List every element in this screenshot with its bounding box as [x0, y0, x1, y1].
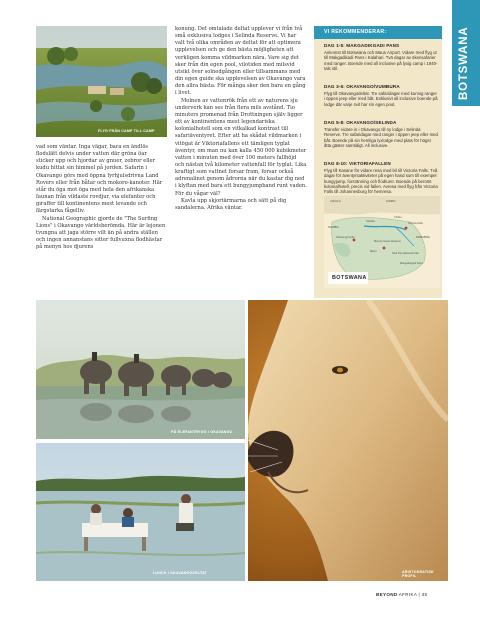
middle-paragraph-2: Molnen av vattenrök från ett av naturens sju underverk kan ses från flera mils avstånd. Tio minuters promenad från Drottningen själv ligger ett av kontinentens mest legendariska kolonialhotell som en vitkalkad kontrast till safariäventyret. Efter att ha skådat vildmarken i vitögat är Viktoriafallens ett tämligen tyglat äventyr, om man nu kan kalla 450 000 kubikmeter vatten i minuten med över 100 meters fallhöjd och nästan två kilometer vattenfall för tyglat. Lika kraftigt som vattnet forsar fram, forsar också adrenalinet genom ådrorna när du kastar dig ned i klyftan med bara ett bungyjumpband runt vaden. För du vågar väl? [175, 97, 307, 197]
photo-lion [248, 300, 448, 581]
botswana-map [324, 196, 440, 288]
footer-brand: AFRIKA [398, 592, 417, 597]
country-tab-label: BOTSWANA [458, 26, 470, 100]
itinerary-title-1: DAG 1-5: MAKGADIKGADI PANS [324, 43, 400, 48]
lion-illustration [248, 300, 448, 581]
left-paragraph-2: National Geographic gjorde de "The Surfing Lions" i Okavango världsberömda. Här är lejonen tvungna att jaga större vilt än på andra ställen och ingen annanstans sitter fullvuxna flodhästar på menyn hos djurens [36, 215, 166, 251]
left-text-column [36, 144, 166, 251]
map-label-selinda: Selinda [366, 220, 375, 223]
footer-separator: | [418, 592, 421, 597]
itinerary-title-4: DAG 8-10: VIKTORIAFALLEN [324, 161, 391, 166]
lunch-illustration [36, 443, 245, 581]
itinerary-body-1: Ankomst till Botswana och Maun Airport. Vidare med flyg ut till Makgadikadi Pans i Kalahari. Tvä dagar av ökensafarier med ranger. Boende med all inclusive på lyxig camp i 1940-tals stil. [324, 50, 438, 71]
map-label-zimbabwe: ZIMBABWE [416, 236, 430, 239]
itinerary-title-2: DAG 3-5: OKAVANGO/VUMBURA [324, 84, 400, 89]
itinerary-body-4: Flyg till Kasane för vidare resa med bil till Victoria Falls. Två dagar för äventyrsaktiviteter på egen hand som till exempel bungyjump, forsränning och flodturer. Boende på berömt kolonialhotell, precis vid fallen. Avresa med flyg från Victoria Falls till Johannesburg för hemresa. [324, 168, 438, 194]
recommendation-header [314, 26, 442, 39]
map-country-label: BOTSWANA [332, 275, 367, 281]
itinerary-body-3: Transfer vidare in i Okavango till ny lodge i Selinda Reserve. Tre safaridagar med ranger i öppen jeep eller med båt. Boende på sin hemliga lyxlodge med plats för högst åtta gäster samtidigt. All inclusive. [324, 127, 438, 148]
map-label-okavango-delta: Okavango Delta [336, 236, 355, 239]
photo-lunch-caption: LUNCH I OKAVANGODELTAT [153, 571, 207, 575]
photo-lunch [36, 443, 245, 581]
map-label-angola: ANGOLA [330, 200, 341, 203]
map-label-victoria-falls: Victoria Falls [408, 222, 423, 225]
itinerary-title-3: DAG 5-8: OKAVANGO/SELINDA [324, 120, 397, 125]
elephants-illustration [36, 300, 245, 439]
middle-paragraph-3: Kavla upp skjortärmarna och sätt på dig sandalerna. Afrika väntar. [175, 197, 287, 211]
recommendation-header-label: VI REKOMMENDERAR: [324, 29, 387, 35]
photo-elephants-caption: PÅ ELEFANTRYGG I OKAVANGO [171, 430, 233, 434]
map-label-moremi: Moremi Game Reserve [374, 240, 401, 243]
map-label-nxai-pan: Nxai Pan National Park [392, 252, 419, 255]
middle-text-column [175, 26, 307, 212]
map-label-maun: Maun [370, 250, 377, 253]
map-label-chobe: Chobe [394, 216, 402, 219]
middle-paragraph-1: konung. Det omtalade deltat upplever vi från två små exklusiva lodges i Selinda Reserve. Vi har valt två olika områden av deltat för att optimera upplevelsen och ge den bästa möjligheten att verkligen komma vildmarken nära. Vare sig det sker från din egen pool, vilotiden med milsvid utsikt över solnedgången eller tillsammans med din egen guide ska upplevelsen av Okavango vara den allra bästa. För många sker den bara en gång i livet. [175, 26, 306, 97]
left-paragraph-1: vad som väntar. Inga vägar, bara en ändlös flodslätt delvis under vatten där gröna öar sticker upp och hjordar av gnuer, zebror eller kudu hittat sin himmel på jorden. Safarin i Okavango görs med öppna fyrhjulsdrivna Land Rovers eller från båtar och mokoro-kanoter. Här står du öga mot öga med hela den afrikanska faunan från vildaste rovdjur, via elefanter och giraffer till kontinentens mest levande och färgstarka fågelliv. [36, 144, 163, 215]
photo-camp [36, 26, 167, 137]
photo-camp-caption: FLYG FRÅN CAMP TILL CAMP [98, 129, 155, 133]
map-label-makgadikgadi: Makgadikgadi Pans [400, 262, 423, 265]
map-label-zambia: ZAMBIA [386, 200, 396, 203]
camp-illustration [36, 26, 167, 137]
footer-brand-bold: BEYOND [376, 592, 398, 597]
photo-elephants [36, 300, 245, 439]
map-label-namibia: NAMIBIA [328, 226, 339, 229]
itinerary-body-2: Flyg till Okavangodeltat. Tre safaridagar med kunnig ranger i öppen jeep eller med båt. Exklusivt all inclusive boende på lodge där varje svit har sin egen pool. [324, 91, 438, 107]
photo-lion-caption: ARISTOKRATISK PROFIL [402, 570, 434, 578]
page-number: 35 [421, 592, 428, 597]
country-tab [452, 0, 480, 106]
page-footer [376, 592, 427, 597]
